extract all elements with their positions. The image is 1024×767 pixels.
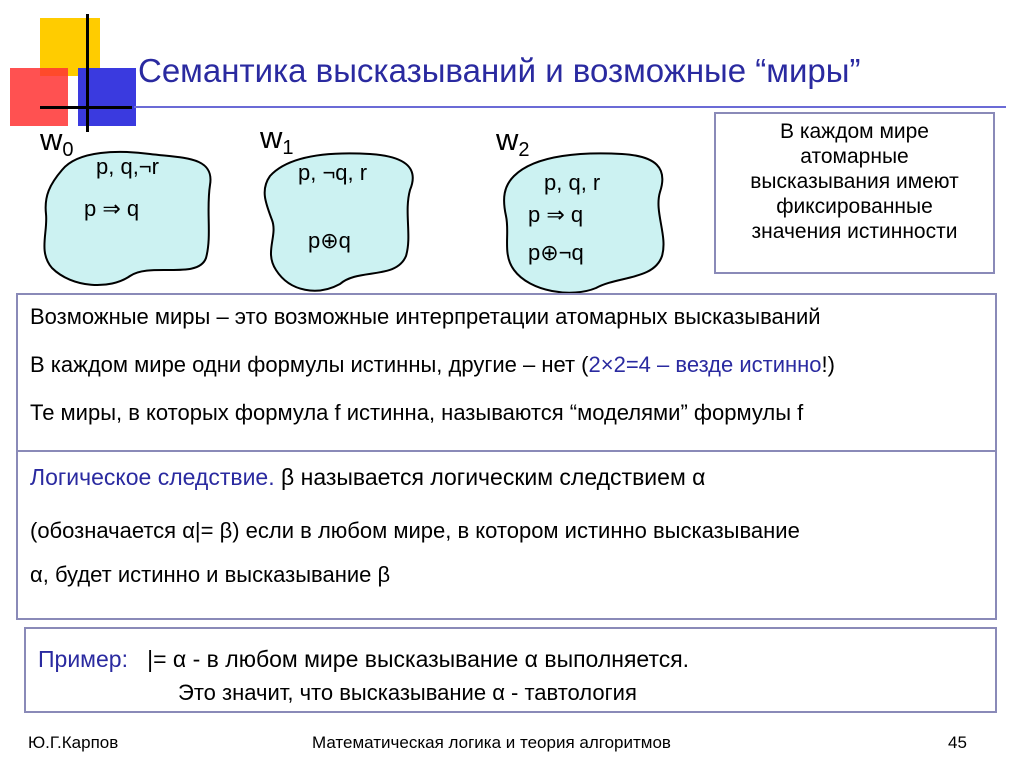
world-0-label: $w_0$	[40, 122, 74, 161]
truth-in-worlds-line: В каждом мире одни формулы истинны, другие – нет (2×2=4 – везде истинно!)	[30, 352, 835, 377]
consequence-term: Логическое следствие.	[30, 464, 275, 490]
note-line: фиксированные	[776, 195, 933, 218]
world-2-formula-1: p, q, r	[544, 170, 601, 195]
possible-worlds-definition: Возможные миры – это возможные интерпретации атомарных высказываний	[30, 304, 821, 329]
note-line: В каждом мире	[780, 120, 929, 143]
world-0-formula-2: p ⇒ q	[84, 196, 140, 221]
note-line: атомарные	[800, 145, 909, 168]
note-line: высказывания имеют	[750, 170, 959, 193]
example-line-2: Это значит, что высказывание α - тавтология	[178, 680, 637, 705]
truth-values-note	[714, 112, 995, 274]
models-definition: Те миры, в которых формула f истинна, называются “моделями” формулы f	[30, 400, 804, 425]
world-1-label: $w_1$	[260, 120, 294, 159]
world-2-formula-3: p⊕¬q	[528, 240, 584, 265]
consequence-notation-line: (обозначается α|= β) если в любом мире, в котором истинно высказывание	[30, 518, 800, 543]
page-number: 45	[948, 733, 967, 752]
world-2-label: $w_2$	[496, 122, 530, 161]
footer-course: Математическая логика и теория алгоритмов	[312, 733, 671, 752]
consequence-conclusion-line: α, будет истинно и высказывание β	[30, 562, 391, 587]
footer-author: Ю.Г.Карпов	[28, 733, 119, 752]
consequence-definition-line: Логическое следствие. β называется логическим следствием α	[30, 464, 706, 490]
note-line: значения истинности	[751, 220, 958, 243]
example-line-1: Пример: |= α - в любом мире высказывание α выполняется.	[38, 646, 690, 672]
world-1-formula-2: p⊕q	[308, 228, 351, 253]
tautology-example: 2×2=4 – везде истинно	[588, 352, 822, 377]
example-label: Пример:	[38, 646, 128, 672]
world-2-formula-2: p ⇒ q	[528, 202, 584, 227]
world-0-formula-1: p, q,¬r	[96, 154, 159, 179]
page-title: Семантика высказываний и возможные “миры”	[138, 52, 861, 89]
world-1-formula-1: p, ¬q, r	[298, 160, 368, 185]
